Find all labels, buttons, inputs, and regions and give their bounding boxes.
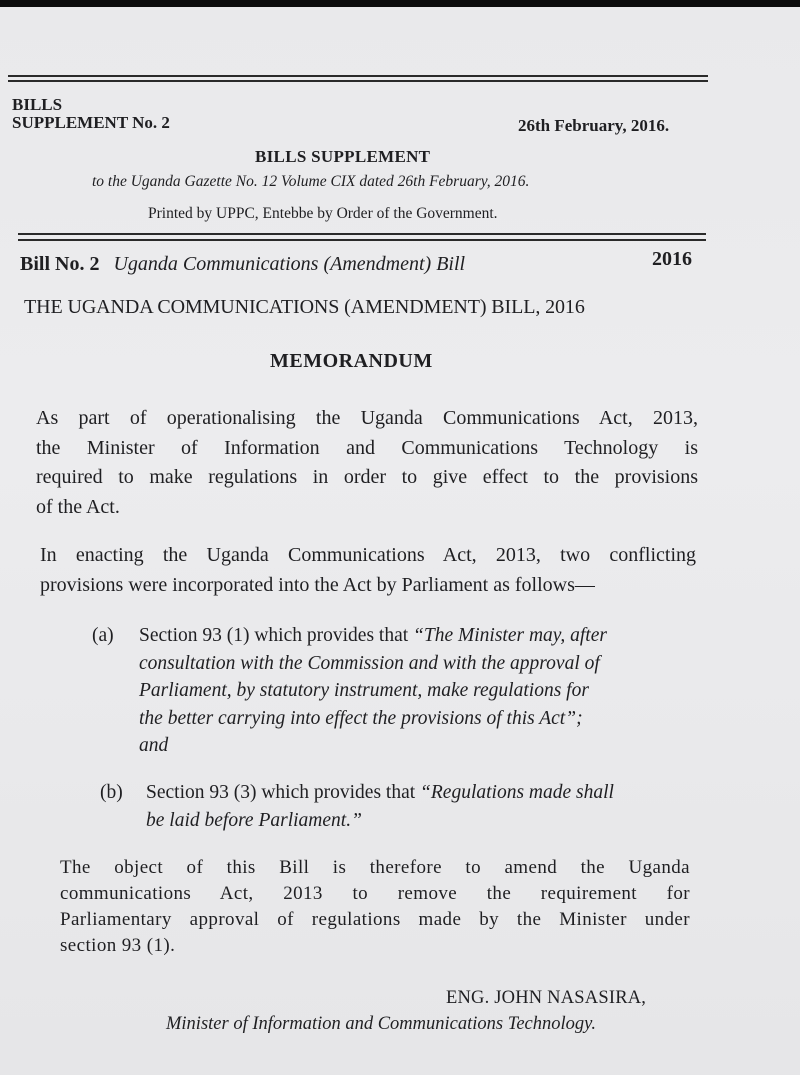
paragraph-line: of the Act. (36, 495, 120, 518)
item-label: (b) (100, 782, 123, 803)
gazette-reference: to the Uganda Gazette No. 12 Volume CIX dated 26th February, 2016. (92, 173, 530, 190)
bill-title: THE UGANDA COMMUNICATIONS (AMENDMENT) BILL, 2016 (24, 296, 585, 318)
paragraph-line: the Minister of Information and Communications Technology is (36, 436, 698, 459)
item-quote-line: be laid before Parliament.” (146, 809, 362, 831)
item-quote-line: “The Minister may, after (413, 625, 607, 646)
item-quote-line: “Regulations made shall (420, 782, 614, 803)
paragraph-line: required to make regulations in order to give effect to the provisions (36, 466, 698, 488)
item-lead-text: Section 93 (1) which provides that (139, 625, 414, 646)
bill-number: Bill No. 2 (20, 253, 100, 275)
header-rule-top-1 (8, 75, 708, 77)
paragraph-operationalising (36, 404, 698, 522)
supplement-label: BILLS SUPPLEMENT No. 2 (12, 95, 170, 132)
paragraph-line: In enacting the Uganda Communications Act, 2013, two conflicting (40, 544, 696, 566)
paragraph-line: Parliamentary approval of regulations made by the Minister under (60, 909, 690, 930)
signatory-name: ENG. JOHN NASASIRA, (446, 988, 647, 1008)
bills-supplement-heading: BILLS SUPPLEMENT (255, 147, 431, 166)
header-rule-bottom-2 (18, 239, 706, 241)
bill-year: 2016 (652, 248, 692, 270)
publication-date: 26th February, 2016. (518, 116, 670, 135)
signatory-title: Minister of Information and Communications Technology. (166, 1014, 596, 1034)
item-label: (a) (92, 625, 114, 646)
item-lead-text: Section 93 (3) which provides that (146, 782, 421, 803)
bill-name: Uganda Communications (Amendment) Bill (113, 253, 466, 275)
paragraph-line: As part of operationalising the Uganda Communications Act, 2013, (36, 407, 698, 429)
memorandum-heading: MEMORANDUM (270, 350, 433, 372)
paragraph-conflicting-provisions (40, 541, 696, 600)
paragraph-line: provisions were incorporated into the Act by Parliament as follows— (40, 573, 595, 596)
item-quote-line: consultation with the Commission and with the approval of (139, 652, 600, 674)
header-rule-top-2 (8, 80, 708, 82)
paragraph-object-of-bill (60, 855, 690, 959)
paragraph-line: The object of this Bill is therefore to amend the Uganda (60, 857, 690, 878)
item-quote-line: and (139, 735, 169, 756)
paragraph-line: section 93 (1). (60, 935, 176, 956)
printer-line: Printed by UPPC, Entebbe by Order of the Government. (148, 205, 498, 222)
item-quote-line: the better carrying into effect the provisions of this Act”; (139, 707, 583, 729)
paragraph-line: communications Act, 2013 to remove the requirement for (60, 883, 690, 904)
header-rule-bottom-1 (18, 233, 706, 235)
bill-number-line (20, 253, 465, 276)
item-quote-line: Parliament, by statutory instrument, make regulations for (139, 680, 589, 701)
top-edge (0, 0, 800, 7)
